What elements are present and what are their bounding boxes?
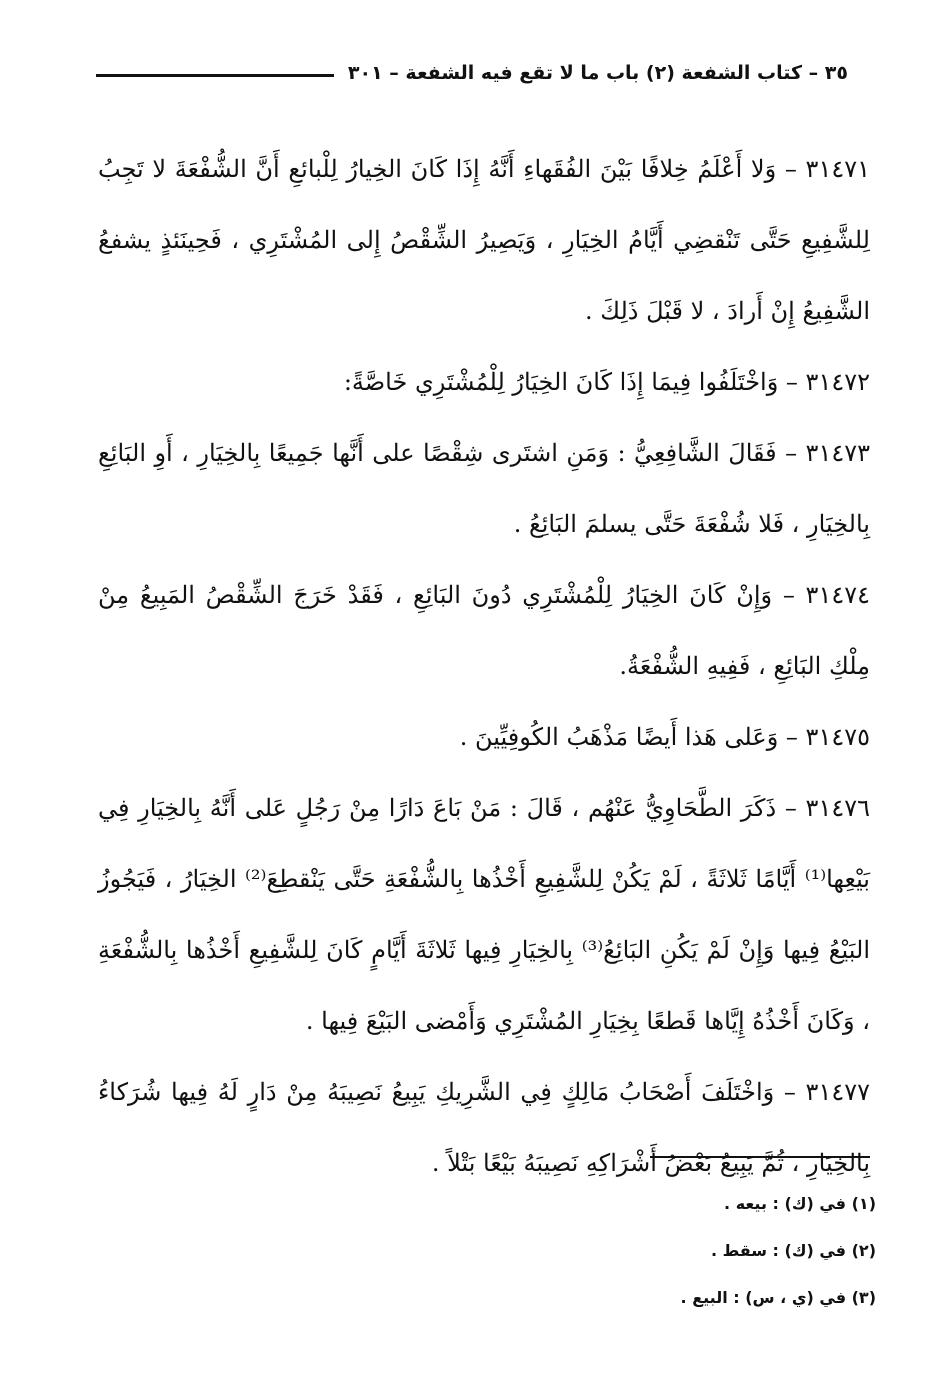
paragraph-31474: ٣١٤٧٤ – وَإِنْ كَانَ الخِيَارُ لِلْمُشْتَرِي دُونَ البَائِعِ ، فَقَدْ خَرَجَ الشِّقْصُ المَبِيعُ مِنْ مِلْكِ البَائِعِ ، فَفِيهِ الشُّفْعَةُ. bbox=[98, 581, 870, 680]
footnote-separator bbox=[650, 1156, 870, 1158]
running-header bbox=[96, 58, 848, 88]
header-title: ٣٥ – كتاب الشفعة (٢) باب ما لا تقع فيه الشفعة – ٣٠١ bbox=[347, 62, 848, 84]
paragraph-31472: ٣١٤٧٢ – وَاخْتَلَفُوا فِيمَا إِذَا كَانَ الخِيَارُ لِلْمُشْتَرِي خَاصَّةً: bbox=[343, 368, 870, 396]
footnote-2: (٢) في (ك) : سقط . bbox=[710, 1241, 876, 1260]
paragraph-31476: ٣١٤٧٦ – ذَكَرَ الطَّحَاوِيُّ عَنْهُم ، قَالَ : مَنْ بَاعَ دَارًا مِنْ رَجُلٍ عَلى أَنَّهُ بِالخِيَارِ فِي بَيْعِها⁽¹⁾ أَيَّامًا ثَلاثَةً ، لَمْ يَكُنْ لِلشَّفِيعِ أَخْذُها بِالشُّفْعَةِ حَتَّى يَنْقطِعَ⁽²⁾ الخِيَارُ ، فَيَجُوزُ البَيْعُ فِيها وَإِنْ لَمْ يَكُنِ البَائِعُ⁽³⁾ بِالخِيَارِ فِيها ثَلاثَةَ أَيَّامٍ كَانَ لِلشَّفِيعِ أَخْذُها بِالشُّفْعَةِ ، وَكَانَ أَخْذُهُ إِيَّاها قَطعًا بِخِيَارِ المُشْتَرِي وَأَمْضى البَيْعَ فِيها . bbox=[98, 794, 870, 1035]
footnotes bbox=[98, 1180, 876, 1321]
paragraph-31475: ٣١٤٧٥ – وَعَلى هَذا أَيضًا مَذْهَبُ الكُوفِيِّينَ . bbox=[459, 723, 870, 751]
paragraph-31471: ٣١٤٧١ – وَلا أَعْلَمُ خِلافًا بَيْنَ الفُقَهاءِ أَنَّهُ إِذَا كَانَ الخِيارُ لِلْبائعِ أَنَّ الشُّفْعَةَ لا تَجِبُ لِلشَّفِيعِ حَتَّى تَنْقضِي أَيَّامُ الخِيَارِ ، وَيَصِيرُ الشِّقْصُ إِلى المُشْتَرِي ، فَحِينَئذٍ يشفعُ الشَّفِيعُ إِنْ أَرادَ ، لا قَبْلَ ذَلِكَ . bbox=[98, 155, 870, 325]
paragraph-31473: ٣١٤٧٣ – فَقَالَ الشَّافِعِيُّ : وَمَنِ اشتَرى شِقْصًا على أَنَّها جَمِيعًا بِالخِيَارِ ، أَوِ البَائِعِ بِالخِيَارِ ، فَلا شُفْعَةَ حَتَّى يسلمَ البَائِعُ . bbox=[98, 439, 870, 538]
header-rule bbox=[96, 74, 334, 77]
footnote-3: (٣) في (ي ، س) : البيع . bbox=[680, 1288, 876, 1307]
main-text bbox=[98, 134, 870, 1199]
footnote-1: (١) في (ك) : بيعه . bbox=[724, 1194, 876, 1213]
paragraph-31477: ٣١٤٧٧ – وَاخْتَلَفَ أَصْحَابُ مَالِكٍ فِي الشَّرِيكِ يَبِيعُ نَصِيبَهُ مِنْ دَارٍ لَهُ فِيها شُرَكاءُ بِالخِيَارِ ، ثُمَّ يَبِيعُ بَعْضُ أَشْرَاكِهِ نَصِيبَهُ بَيْعًا بَتْلاً . bbox=[98, 1078, 870, 1177]
